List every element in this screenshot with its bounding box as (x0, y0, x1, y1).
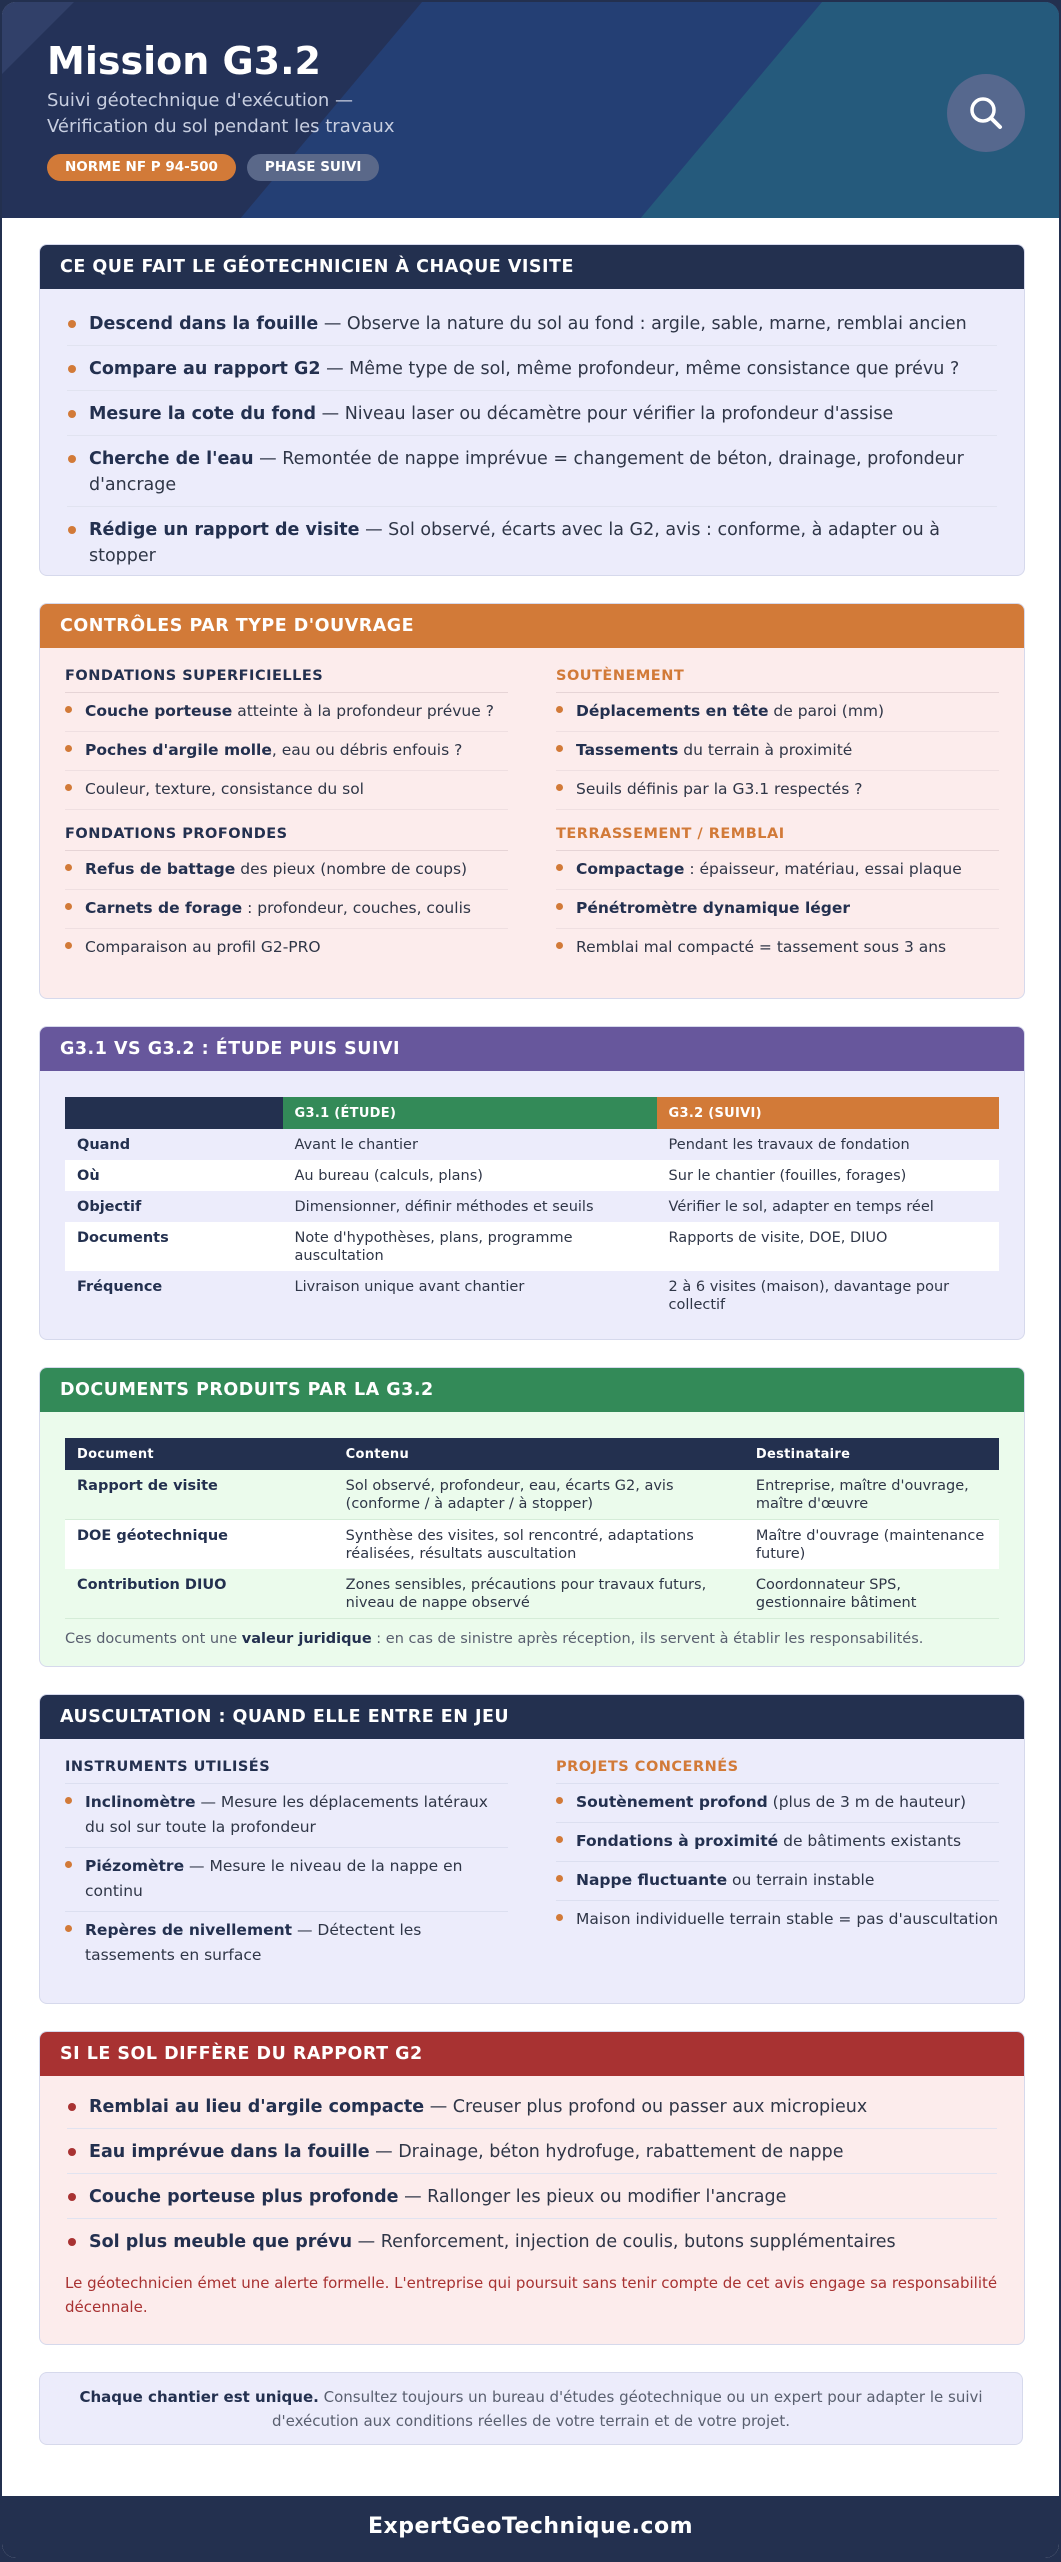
projet-item (556, 1784, 999, 1823)
table-row (65, 1191, 999, 1222)
search-button[interactable] (947, 74, 1025, 152)
compare-header-row (65, 1097, 999, 1129)
item-bold: Nappe fluctuante (576, 1871, 728, 1889)
projets-list (556, 1784, 999, 1939)
auscultation-columns (40, 1739, 1024, 1975)
table-row (65, 1520, 999, 1570)
item-bold: Piézomètre (85, 1857, 185, 1875)
controle-heading: SOUTÈNEMENT (556, 660, 999, 693)
table-cell: Rapport de visite (77, 1478, 218, 1494)
item-text: — Détectent les tassements en surface (85, 1921, 422, 1964)
item-bold: Repères de nivellement (85, 1921, 293, 1939)
item-bold: Compare au rapport G2 (89, 359, 321, 379)
item-bold: Soutènement profond (576, 1793, 768, 1811)
visite-item (67, 507, 997, 576)
controle-item (556, 851, 999, 890)
table-cell: Où (77, 1168, 100, 1184)
controle-item (65, 771, 508, 810)
instruments-list (65, 1784, 508, 1975)
instrument-item (65, 1784, 508, 1848)
item-bold: Carnets de forage (85, 899, 243, 917)
controle-item (65, 851, 508, 890)
table-cell: DOE géotechnique (77, 1528, 229, 1544)
item-bold: Fondations à proximité (576, 1832, 779, 1850)
item-text: — Niveau laser ou décamètre pour vérifier la profondeur d'assise (316, 404, 894, 424)
documents-card (39, 1367, 1025, 1667)
controle-item (556, 890, 999, 929)
footer-site-link[interactable]: ExpertGeoTechnique.com (2, 2496, 1059, 2558)
page-subtitle (47, 88, 394, 140)
item-bold: Couche porteuse plus profonde (89, 2187, 399, 2207)
differe-item (67, 2084, 997, 2129)
table-cell: Sur le chantier (fouilles, forages) (668, 1168, 907, 1184)
header (2, 2, 1059, 218)
table-row (65, 1569, 999, 1619)
instruments-heading: INSTRUMENTS UTILISÉS (65, 1751, 508, 1784)
visite-item (67, 346, 997, 391)
table-cell: Coordonnateur SPS, gestionnaire bâtiment (755, 1577, 917, 1611)
table-row (65, 1222, 999, 1271)
compare-title: G3.1 VS G3.2 : ÉTUDE PUIS SUIVI (40, 1027, 1024, 1071)
projet-item (556, 1823, 999, 1862)
controle-item (556, 693, 999, 732)
item-text: Comparaison au profil G2-PRO (85, 938, 321, 956)
item-bold: Tassements (576, 741, 679, 759)
differe-title: SI LE SOL DIFFÈRE DU RAPPORT G2 (40, 2032, 1024, 2076)
item-text: ou terrain instable (727, 1871, 875, 1889)
item-bold: Refus de battage (85, 860, 236, 878)
table-cell: Zones sensibles, précautions pour travaux futurs, niveau de nappe observé (345, 1577, 707, 1611)
projet-item (556, 1901, 999, 1939)
controle-item (65, 890, 508, 929)
visite-item (67, 301, 997, 346)
controle-item (556, 732, 999, 771)
alert-note: Le géotechnicien émet une alerte formelle. L'entreprise qui poursuit sans tenir compte de cet avis engage sa responsabilité décennale. (65, 2274, 998, 2316)
compare-card (39, 1026, 1025, 1340)
visite-list (40, 289, 1024, 576)
note-bold: valeur juridique (241, 1631, 372, 1647)
item-text: — Drainage, béton hydrofuge, rabattement de nappe (369, 2142, 844, 2162)
item-text: — Mesure les déplacements latéraux du sol sur toute la profondeur (85, 1793, 488, 1836)
controles-right-column (556, 660, 999, 967)
differe-item (67, 2219, 997, 2263)
documents-header-cell: Destinataire (744, 1438, 999, 1470)
subtitle-line: Vérification du sol pendant les travaux (47, 116, 395, 137)
controle-heading: FONDATIONS SUPERFICIELLES (65, 660, 508, 693)
item-text: (plus de 3 m de hauteur) (767, 1793, 967, 1811)
item-text: — Observe la nature du sol au fond : argile, sable, marne, remblai ancien (318, 314, 967, 334)
phase-badge: PHASE SUIVI (247, 154, 379, 181)
controles-left-column (65, 660, 508, 967)
table-cell: Documents (77, 1230, 169, 1246)
header-content (47, 38, 394, 181)
item-bold: Mesure la cote du fond (89, 404, 317, 424)
documents-title: DOCUMENTS PRODUITS PAR LA G3.2 (40, 1368, 1024, 1412)
compare-header-cell (65, 1097, 283, 1129)
documents-note (40, 1619, 1024, 1649)
visite-title: CE QUE FAIT LE GÉOTECHNICIEN À CHAQUE VISITE (40, 245, 1024, 289)
controle-item (65, 732, 508, 771)
item-text: atteinte à la profondeur prévue ? (232, 702, 494, 720)
item-text: — Sol observé, écarts avec la G2, avis : conforme, à adapter ou à stopper (89, 520, 940, 566)
table-cell: Livraison unique avant chantier (294, 1279, 525, 1295)
table-cell: Vérifier le sol, adapter en temps réel (668, 1199, 934, 1215)
item-text: : profondeur, couches, coulis (242, 899, 471, 917)
auscultation-right-column (556, 1751, 999, 1975)
controle-item (556, 929, 999, 967)
controle-item (65, 693, 508, 732)
controles-columns (40, 648, 1024, 967)
compare-table (65, 1097, 999, 1320)
table-cell: Fréquence (77, 1279, 163, 1295)
table-cell: Au bureau (calculs, plans) (294, 1168, 483, 1184)
disclaimer-bold: Chaque chantier est unique. (79, 2388, 319, 2406)
search-icon (966, 93, 1006, 133)
projet-item (556, 1862, 999, 1901)
controle-item (556, 771, 999, 810)
controle-heading: FONDATIONS PROFONDES (65, 818, 508, 851)
item-bold: Sol plus meuble que prévu (89, 2232, 353, 2252)
visite-card (39, 244, 1025, 576)
item-bold: Couche porteuse (85, 702, 233, 720)
item-text: Couleur, texture, consistance du sol (85, 780, 364, 798)
documents-header-cell: Contenu (334, 1438, 744, 1470)
item-bold: Déplacements en tête (576, 702, 769, 720)
table-cell: Maître d'ouvrage (maintenance future) (755, 1528, 985, 1562)
norme-badge: NORME NF P 94-500 (47, 154, 236, 181)
page (2, 2, 1059, 2558)
table-cell: Rapports de visite, DOE, DIUO (668, 1230, 888, 1246)
item-text: — Rallonger les pieux ou modifier l'ancrage (398, 2187, 787, 2207)
documents-header-row (65, 1438, 999, 1470)
item-bold: Pénétromètre dynamique léger (576, 899, 851, 917)
projets-heading: PROJETS CONCERNÉS (556, 1751, 999, 1784)
item-bold: Rédige un rapport de visite (89, 520, 360, 540)
item-text: — Mesure le niveau de la nappe en continu (85, 1857, 463, 1900)
table-row (65, 1271, 999, 1320)
documents-table (65, 1438, 999, 1619)
item-text: — Creuser plus profond ou passer aux micropieux (424, 2097, 868, 2117)
item-bold: Poches d'argile molle (85, 741, 272, 759)
table-cell: Entreprise, maître d'ouvrage, maître d'œuvre (755, 1478, 969, 1512)
item-text: Maison individuelle terrain stable = pas d'auscultation (576, 1910, 999, 1928)
instrument-item (65, 1848, 508, 1912)
table-cell: Sol observé, profondeur, eau, écarts G2, avis (conforme / à adapter / à stopper) (345, 1478, 674, 1512)
item-text: : épaisseur, matériau, essai plaque (684, 860, 962, 878)
disclaimer-text: Consultez toujours un bureau d'études géotechnique ou un expert pour adapter le suivi d'exécution aux conditions réelles de votre terrain et de votre projet. (271, 2388, 983, 2430)
auscultation-title: AUSCULTATION : QUAND ELLE ENTRE EN JEU (40, 1695, 1024, 1739)
item-text: — Remontée de nappe imprévue = changement de béton, drainage, profondeur d'ancrage (89, 449, 964, 495)
table-cell: Pendant les travaux de fondation (668, 1137, 910, 1153)
badges (47, 154, 394, 181)
differe-list (40, 2076, 1024, 2263)
differe-card (39, 2031, 1025, 2345)
controle-heading: TERRASSEMENT / REMBLAI (556, 818, 999, 851)
table-cell: Objectif (77, 1199, 142, 1215)
page-title: Mission G3.2 (47, 39, 321, 83)
item-text: — Même type de sol, même profondeur, même consistance que prévu ? (320, 359, 960, 379)
visite-item (67, 436, 997, 507)
compare-header-cell: G3.1 (ÉTUDE) (283, 1097, 657, 1129)
item-text: de bâtiments existants (778, 1832, 962, 1850)
table-cell: Synthèse des visites, sol rencontré, adaptations réalisées, résultats auscultation (345, 1528, 694, 1562)
table-row (65, 1129, 999, 1160)
item-text: Seuils définis par la G3.1 respectés ? (576, 780, 863, 798)
instrument-item (65, 1912, 508, 1975)
item-text: — Renforcement, injection de coulis, butons supplémentaires (352, 2232, 896, 2252)
controle-item (65, 929, 508, 967)
table-cell: Quand (77, 1137, 131, 1153)
item-bold: Inclinomètre (85, 1793, 196, 1811)
note-text: : en cas de sinistre après réception, ils servent à établir les responsabilités. (371, 1631, 924, 1647)
auscultation-left-column (65, 1751, 508, 1975)
compare-header-cell: G3.2 (SUIVI) (657, 1097, 999, 1129)
subtitle-line: Suivi géotechnique d'exécution — (47, 90, 354, 111)
item-text: des pieux (nombre de coups) (235, 860, 468, 878)
controles-title: CONTRÔLES PAR TYPE D'OUVRAGE (40, 604, 1024, 648)
item-text: , eau ou débris enfouis ? (271, 741, 463, 759)
item-text: de paroi (mm) (768, 702, 885, 720)
documents-header-cell: Document (65, 1438, 334, 1470)
table-cell: Note d'hypothèses, plans, programme auscultation (294, 1230, 573, 1264)
differe-item (67, 2174, 997, 2219)
item-bold: Eau imprévue dans la fouille (89, 2142, 370, 2162)
table-cell: Contribution DIUO (77, 1577, 227, 1593)
table-cell: 2 à 6 visites (maison), davantage pour collectif (668, 1279, 950, 1313)
table-row (65, 1470, 999, 1520)
item-text: Remblai mal compacté = tassement sous 3 ans (576, 938, 947, 956)
item-bold: Remblai au lieu d'argile compacte (89, 2097, 425, 2117)
item-bold: Descend dans la fouille (89, 314, 319, 334)
visite-item (67, 391, 997, 436)
item-text: du terrain à proximité (678, 741, 853, 759)
table-cell: Avant le chantier (294, 1137, 418, 1153)
item-bold: Compactage (576, 860, 685, 878)
item-bold: Cherche de l'eau (89, 449, 254, 469)
note-text: Ces documents ont une (65, 1631, 242, 1647)
differe-item (67, 2129, 997, 2174)
table-cell: Dimensionner, définir méthodes et seuils (294, 1199, 594, 1215)
table-row (65, 1160, 999, 1191)
auscultation-card (39, 1694, 1025, 2004)
disclaimer (39, 2372, 1023, 2445)
controles-card (39, 603, 1025, 999)
